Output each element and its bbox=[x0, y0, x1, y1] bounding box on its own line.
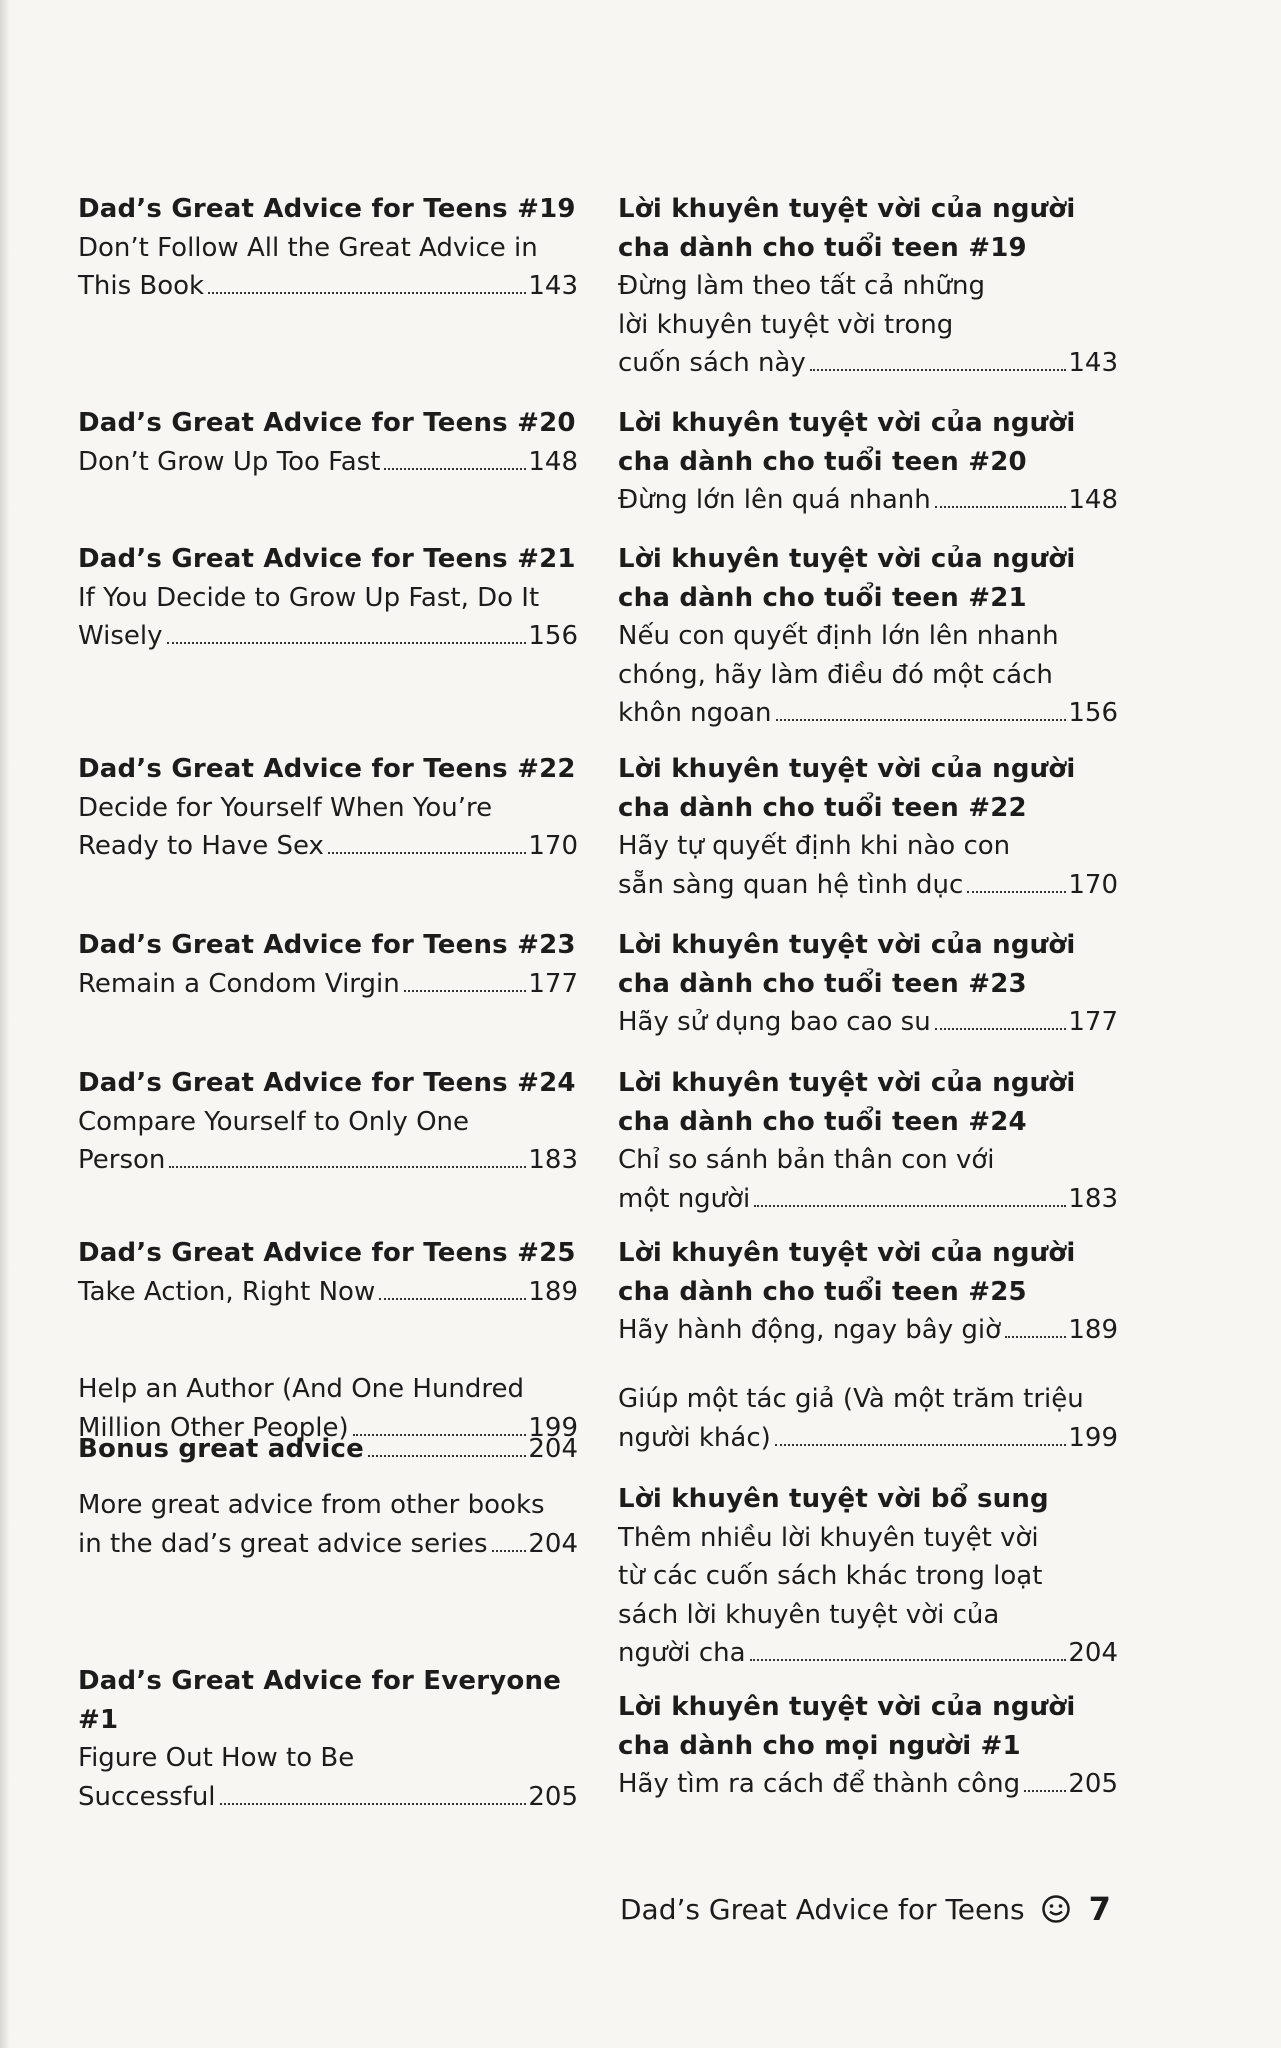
toc-entry-title: cha dành cho mọi người #1 bbox=[618, 1730, 1021, 1761]
toc-entry-title: cha dành cho tuổi teen #21 bbox=[618, 582, 1027, 613]
toc-page-number: 189 bbox=[528, 1276, 578, 1307]
toc-entry[interactable] bbox=[78, 1430, 578, 1469]
toc-entry-last-line: Take Action, Right Now bbox=[78, 1276, 376, 1307]
toc-page-number: 204 bbox=[528, 1528, 578, 1559]
toc-entry-last-line: Bonus great advice bbox=[78, 1434, 364, 1464]
toc-entry-last-line: Hãy sử dụng bao cao su bbox=[618, 1007, 931, 1037]
toc-entry-last-line: Đừng lớn lên quá nhanh bbox=[618, 485, 931, 515]
dot-leader bbox=[810, 369, 1067, 371]
footer-title: Dad’s Great Advice for Teens bbox=[620, 1892, 1025, 1926]
toc-entry-last-line: This Book bbox=[78, 271, 205, 301]
toc-entry-title: #1 bbox=[78, 1704, 119, 1735]
toc-page-number: 143 bbox=[528, 271, 578, 301]
toc-page-number: 189 bbox=[1068, 1315, 1118, 1345]
toc-page-number: 156 bbox=[528, 621, 578, 651]
dot-leader bbox=[167, 642, 527, 644]
toc-entry[interactable] bbox=[618, 750, 1118, 904]
dot-leader bbox=[967, 891, 1066, 893]
toc-entry-text: More great advice from other books bbox=[78, 1490, 545, 1520]
toc-page-number: 199 bbox=[1068, 1422, 1118, 1453]
toc-page-number: 148 bbox=[528, 446, 578, 477]
toc-entry-last-line: Successful bbox=[78, 1781, 216, 1812]
toc-entry-text: Hãy tự quyết định khi nào con bbox=[618, 831, 1011, 861]
toc-entry-last-line: Wisely bbox=[78, 621, 163, 651]
dot-leader bbox=[1005, 1336, 1066, 1338]
toc-entry-text: Giúp một tác giả (Và một trăm triệu bbox=[618, 1384, 1084, 1414]
toc-page-number: 204 bbox=[1068, 1638, 1118, 1668]
toc-entry-text: lời khuyên tuyệt vời trong bbox=[618, 309, 954, 340]
toc-page-number: 170 bbox=[528, 831, 578, 861]
toc-entry-last-line: Hãy hành động, ngay bây giờ bbox=[618, 1315, 1001, 1345]
toc-entry-title: Dad’s Great Advice for Teens #21 bbox=[78, 544, 576, 574]
toc-page-number: 177 bbox=[528, 968, 578, 999]
toc-entry-title: Lời khuyên tuyệt vời của người bbox=[618, 754, 1076, 784]
toc-entry[interactable] bbox=[78, 404, 578, 481]
dot-leader bbox=[379, 1298, 526, 1300]
toc-entry-title: Dad’s Great Advice for Teens #19 bbox=[78, 194, 576, 224]
toc-page-number: 148 bbox=[1068, 485, 1118, 515]
toc-entry-text: Don’t Follow All the Great Advice in bbox=[78, 232, 538, 263]
toc-entry-title: cha dành cho tuổi teen #25 bbox=[618, 1276, 1027, 1307]
toc-entry-title: Lời khuyên tuyệt vời của người bbox=[618, 1068, 1076, 1098]
toc-entry-title: Dad’s Great Advice for Teens #24 bbox=[78, 1068, 576, 1098]
toc-entry-last-line: sẵn sàng quan hệ tình dục bbox=[618, 869, 964, 900]
toc-entry-last-line: Don’t Grow Up Too Fast bbox=[78, 446, 381, 477]
toc-page-number: 170 bbox=[1068, 869, 1118, 900]
toc-entry[interactable] bbox=[78, 926, 578, 1003]
toc-entry[interactable] bbox=[78, 1234, 578, 1311]
toc-entry[interactable] bbox=[618, 1480, 1118, 1673]
toc-entry-text: Đừng làm theo tất cả những bbox=[618, 271, 985, 301]
toc-page-number: 156 bbox=[1068, 698, 1118, 728]
dot-leader bbox=[1024, 1790, 1066, 1792]
toc-entry[interactable] bbox=[618, 540, 1118, 733]
toc-entry-last-line: người khác) bbox=[618, 1422, 771, 1453]
toc-entry[interactable] bbox=[78, 1486, 578, 1563]
toc-page-number: 205 bbox=[1068, 1769, 1118, 1799]
dot-leader bbox=[208, 292, 526, 294]
toc-entry-title: Dad’s Great Advice for Teens #20 bbox=[78, 408, 576, 438]
toc-entry[interactable] bbox=[618, 1380, 1118, 1457]
toc-entry[interactable] bbox=[618, 190, 1118, 383]
toc-entry-title: Dad’s Great Advice for Teens #22 bbox=[78, 754, 576, 784]
toc-entry-title: cha dành cho tuổi teen #20 bbox=[618, 446, 1027, 477]
toc-entry-last-line: khôn ngoan bbox=[618, 698, 772, 728]
toc-page-number: 183 bbox=[528, 1145, 578, 1175]
toc-entry-last-line: Person bbox=[78, 1145, 166, 1175]
toc-entry[interactable] bbox=[618, 1234, 1118, 1350]
dot-leader bbox=[775, 1444, 1067, 1446]
toc-page-number: 204 bbox=[528, 1434, 578, 1464]
toc-entry-text: If You Decide to Grow Up Fast, Do It bbox=[78, 582, 540, 613]
toc-entry-title: Lời khuyên tuyệt vời của người bbox=[618, 194, 1076, 224]
page-number: 7 bbox=[1088, 1890, 1111, 1928]
toc-entry-last-line: Million Other People) bbox=[78, 1412, 349, 1443]
toc-entry-title: Dad’s Great Advice for Everyone bbox=[78, 1666, 562, 1696]
dot-leader bbox=[750, 1659, 1067, 1661]
toc-entry-title: cha dành cho tuổi teen #19 bbox=[618, 232, 1027, 263]
dot-leader bbox=[404, 990, 527, 992]
toc-entry-title: cha dành cho tuổi teen #24 bbox=[618, 1106, 1027, 1137]
toc-entry[interactable] bbox=[618, 926, 1118, 1042]
page-edge bbox=[0, 0, 10, 2048]
toc-entry[interactable] bbox=[78, 540, 578, 656]
toc-entry-title: cha dành cho tuổi teen #23 bbox=[618, 968, 1027, 999]
toc-entry[interactable] bbox=[618, 1688, 1118, 1804]
toc-entry[interactable] bbox=[78, 1064, 578, 1180]
dot-leader bbox=[935, 506, 1067, 508]
dot-leader bbox=[328, 852, 526, 854]
toc-entry-text: Help an Author (And One Hundred bbox=[78, 1374, 525, 1404]
smiley-icon bbox=[1041, 1894, 1071, 1924]
toc-entry-text: Thêm nhiều lời khuyên tuyệt vời bbox=[618, 1522, 1039, 1553]
toc-entry-last-line: in the dad’s great advice series bbox=[78, 1528, 488, 1559]
toc-entry-title: Lời khuyên tuyệt vời của người bbox=[618, 1692, 1076, 1722]
dot-leader bbox=[368, 1455, 526, 1457]
toc-entry-title: Lời khuyên tuyệt vời của người bbox=[618, 930, 1076, 960]
toc-entry[interactable] bbox=[618, 404, 1118, 520]
toc-entry-title: Lời khuyên tuyệt vời của người bbox=[618, 1238, 1076, 1268]
toc-entry-title: Lời khuyên tuyệt vời của người bbox=[618, 408, 1076, 438]
dot-leader bbox=[754, 1205, 1066, 1207]
toc-entry-text: Figure Out How to Be bbox=[78, 1743, 355, 1773]
toc-entry-last-line: một người bbox=[618, 1183, 751, 1214]
toc-entry-text: Compare Yourself to Only One bbox=[78, 1106, 470, 1137]
toc-page-number: 205 bbox=[528, 1781, 578, 1812]
toc-entry-title: Dad’s Great Advice for Teens #23 bbox=[78, 930, 576, 960]
toc-entry-title: Lời khuyên tuyệt vời của người bbox=[618, 544, 1076, 574]
toc-entry-title: cha dành cho tuổi teen #22 bbox=[618, 792, 1027, 823]
toc-page-number: 143 bbox=[1068, 348, 1118, 378]
toc-entry-text: Chỉ so sánh bản thân con với bbox=[618, 1145, 995, 1175]
dot-leader bbox=[220, 1803, 527, 1805]
toc-entry-title: Dad’s Great Advice for Teens #25 bbox=[78, 1238, 576, 1268]
toc-entry-text: Nếu con quyết định lớn lên nhanh bbox=[618, 621, 1059, 651]
toc-entry-last-line: Ready to Have Sex bbox=[78, 831, 324, 861]
toc-entry[interactable] bbox=[618, 1064, 1118, 1218]
dot-leader bbox=[384, 468, 526, 470]
dot-leader bbox=[776, 719, 1067, 721]
toc-entry-text: từ các cuốn sách khác trong loạt bbox=[618, 1561, 1043, 1591]
page-footer bbox=[620, 1890, 1220, 1928]
dot-leader bbox=[935, 1028, 1067, 1030]
dot-leader bbox=[492, 1550, 527, 1552]
toc-entry-last-line: Remain a Condom Virgin bbox=[78, 968, 400, 999]
toc-entry-text: chóng, hãy làm điều đó một cách bbox=[618, 659, 1053, 690]
toc-entry-text: Decide for Yourself When You’re bbox=[78, 792, 493, 823]
dot-leader bbox=[169, 1166, 526, 1168]
toc-page-number: 183 bbox=[1068, 1183, 1118, 1214]
toc-entry[interactable] bbox=[78, 1662, 578, 1816]
toc-entry-last-line: Hãy tìm ra cách để thành công bbox=[618, 1769, 1021, 1799]
toc-entry-title: Lời khuyên tuyệt vời bổ sung bbox=[618, 1484, 1049, 1514]
toc-entry[interactable] bbox=[78, 750, 578, 866]
toc-entry[interactable] bbox=[78, 190, 578, 306]
toc-page-number: 177 bbox=[1068, 1007, 1118, 1037]
toc-page-number: 199 bbox=[528, 1412, 578, 1443]
toc-entry-text: sách lời khuyên tuyệt vời của bbox=[618, 1599, 1000, 1630]
toc-entry-last-line: cuốn sách này bbox=[618, 348, 806, 378]
toc-entry-last-line: người cha bbox=[618, 1638, 746, 1668]
